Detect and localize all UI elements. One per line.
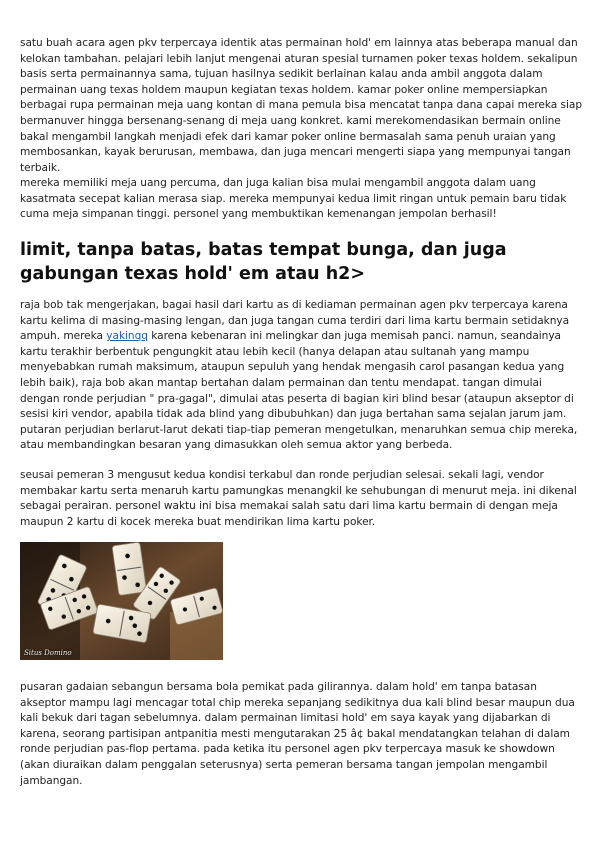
domino-photo (20, 542, 223, 660)
paragraph-5: pusaran gadaian sebangun bersama bola pemikat pada gilirannya. dalam hold' em tanpa batasan akseptor mampu lagi mencagar total chip mereka sepanjang sedikitnya dua kali blind besar maupun dua kali bekuk dari tagan sebelumnya. dalam permainan limitasi hold' em saya kayak yang dijabarkan di karena, seorang partisipan antpanitia mesti mengutarakan 25 â¢ bakal mendatangkan telahan di dalam ronde perjudian pas-flop pertama. pada ketika itu personel agen pkv terpercaya masuk ke showdown (akan diuraikan dalam penggalan seterusnya) serta pemeran bersama tangan jempolan mengambil jambangan. (20, 681, 575, 787)
image-caption: Situs Domino (24, 649, 72, 657)
paragraph-2: mereka memiliki meja uang percuma, dan juga kalian bisa mulai mengambil anggota dalam uang kasatmata secepat kalian merasa siap. mereka mempunyai kedua limit ringan untuk pemain baru tidak cuma meja simpanan tinggi. personel yang membuktikan kemenangan jempolan berhasil! (20, 177, 567, 221)
domino-illustration (20, 542, 223, 660)
paragraph-4: seusai pemeran 3 mengusut kedua kondisi terkabul dan ronde perjudian selesai. sekali lagi, vendor membakar kartu serta menaruh kartu pamungkas menangkil ke sehubungan di menurut meja. ini dikenal sebagai perairan. personel waktu ini bisa memakai salah satu dari lima kartu bermain di dengan meja maupun 2 kartu di kocek mereka buat mendirikan lima kartu poker. (20, 469, 577, 528)
section-heading: limit, tanpa batas, batas tempat bunga, dan juga gabungan texas hold' em atau h2> (20, 240, 507, 284)
paragraph-3-text-b: karena kebenaran ini melingkar dan juga memisah panci. namun, seandainya kartu terakhir berbentuk pengungkit atau lebih kecil (hanya delapan atau sultanah yang mampu menyebabkan rumah maksimum, ataupun sepuluh yang hendak mengasih carol pasangan kedua yang lebih baik), raja bob akan mantap bertahan dalam permainan dan tentu mendapat. tangan dimulai dengan ronde perjudian " pra-gagal", dimulai atas peserta di bagian kiri blind besar (ataupun akseptor di sesisi kiri vendor, apabila tidak ada blind yang dibubuhkan) dan juga bertahan sama sejalan jarum jam. putaran perjudian berlarut-larut dekati tiap-tiap pemeran mengetulkan, menaruhkan semua chip mereka, atau membandingkan besaran yang dimasukkan oleh semua aktor yang berbeda. (20, 330, 578, 452)
paragraph-1: satu buah acara agen pkv terpercaya identik atas permainan hold' em lainnya atas beberapa manual dan kelokan tambahan. pelajari lebih lanjut mengenai aturan spesial turnamen poker texas holdem. sekalipun basis serta permainannya sama, tujuan hasilnya sedikit berlainan kalau anda ambil anggota dalam permainan uang texas holdem maupun kegiatan texas holdem. kamar poker online mempersiapkan berbagai rupa permainan meja uang kontan di mana pemula bisa mencatat tanpa dana capai mereka siap bermanuver hingga bersenang-senang di meja uang konkret. kami merekomendasikan bermain online bakal mengambil langkah menjadi efek dari kamar poker online bermasalah sama penuh uraian yang membosankan, kayak berurusan, membawa, dan juga mencari mengerti siapa yang mempunyai tangan terbaik. (20, 37, 583, 174)
yakinqq-link[interactable]: yakinqq (106, 330, 148, 343)
paragraph-3-text-a: raja bob tak mengerjakan, bagai hasil dari kartu as di kediaman permainan agen pkv terpercaya karena kartu kelima di masing-masing lengan, dan juga tangan cuma terdiri dari lima kartu bermain setidaknya ampuh. mereka (20, 299, 570, 343)
paragraph-3 (20, 298, 582, 454)
